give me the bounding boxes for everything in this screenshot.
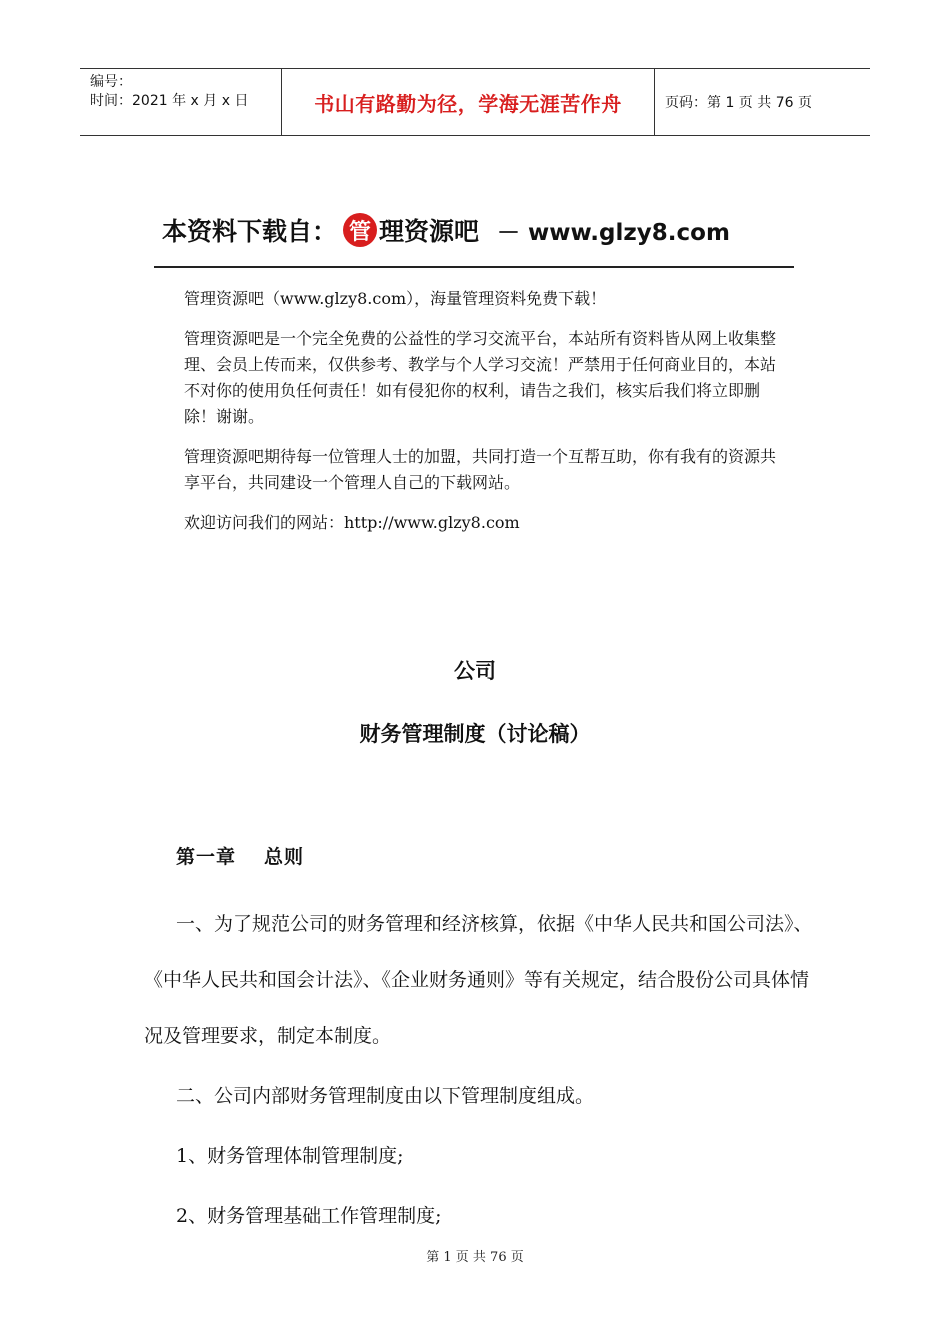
header-motto: 书山有路勤为径，学海无涯苦作舟 — [282, 69, 655, 135]
doc-title-company: 公司 — [454, 659, 496, 683]
doc-body — [144, 896, 814, 1248]
banner-prefix: 本资料下载自： — [162, 217, 338, 246]
doc-title: 财务管理制度（讨论稿） — [359, 722, 591, 746]
intro-paragraph: 管理资源吧是一个完全免费的公益性的学习交流平台，本站所有资料皆从网上收集整理、会员上传而来，仅供参考、教学与个人学习交流！严禁用于任何商业目的，本站不对你的使用负任何责任！如有侵犯你的权利，请告之我们，核实后我们将立即删除！谢谢。 — [184, 329, 777, 426]
header-page-info: 页码：第 1 页 共 76 页 — [665, 95, 812, 111]
intro-block — [184, 286, 784, 550]
site-logo-icon: 管 — [343, 213, 377, 247]
doc-number-label: 编号： — [90, 74, 132, 90]
download-banner — [162, 210, 730, 250]
intro-website-link[interactable]: 欢迎访问我们的网站：http://www.glzy8.com — [184, 513, 520, 532]
chapter-title: 总则 — [264, 846, 305, 868]
banner-divider — [154, 266, 794, 268]
intro-paragraph: 管理资源吧期待每一位管理人士的加盟，共同打造一个互帮互助，你有我有的资源共享平台，共同建设一个管理人自己的下载网站。 — [184, 447, 777, 492]
page-footer: 第 1 页 共 76 页 — [426, 1250, 524, 1265]
body-paragraph: 一、为了规范公司的财务管理和经济核算，依据《中华人民共和国公司法》、《中华人民共和国会计法》、《企业财务通则》等有关规定，结合股份公司具体情况及管理要求，制定本制度。 — [144, 913, 813, 1047]
list-item: 2、财务管理基础工作管理制度; — [176, 1205, 442, 1227]
intro-paragraph: 管理资源吧（www.glzy8.com），海量管理资料免费下载！ — [184, 289, 607, 308]
banner-site-name: 理资源吧 — [379, 217, 480, 246]
banner-url[interactable]: － www.glzy8.com — [497, 219, 730, 246]
header-table — [80, 68, 870, 136]
list-item: 1、财务管理体制管理制度; — [176, 1145, 404, 1167]
doc-date: 时间：2021 年 x 月 x 日 — [90, 93, 249, 109]
chapter-number: 第一章 — [176, 846, 237, 868]
chapter-heading — [176, 842, 304, 869]
header-meta — [80, 69, 282, 135]
body-paragraph: 二、公司内部财务管理制度由以下管理制度组成。 — [176, 1085, 595, 1107]
